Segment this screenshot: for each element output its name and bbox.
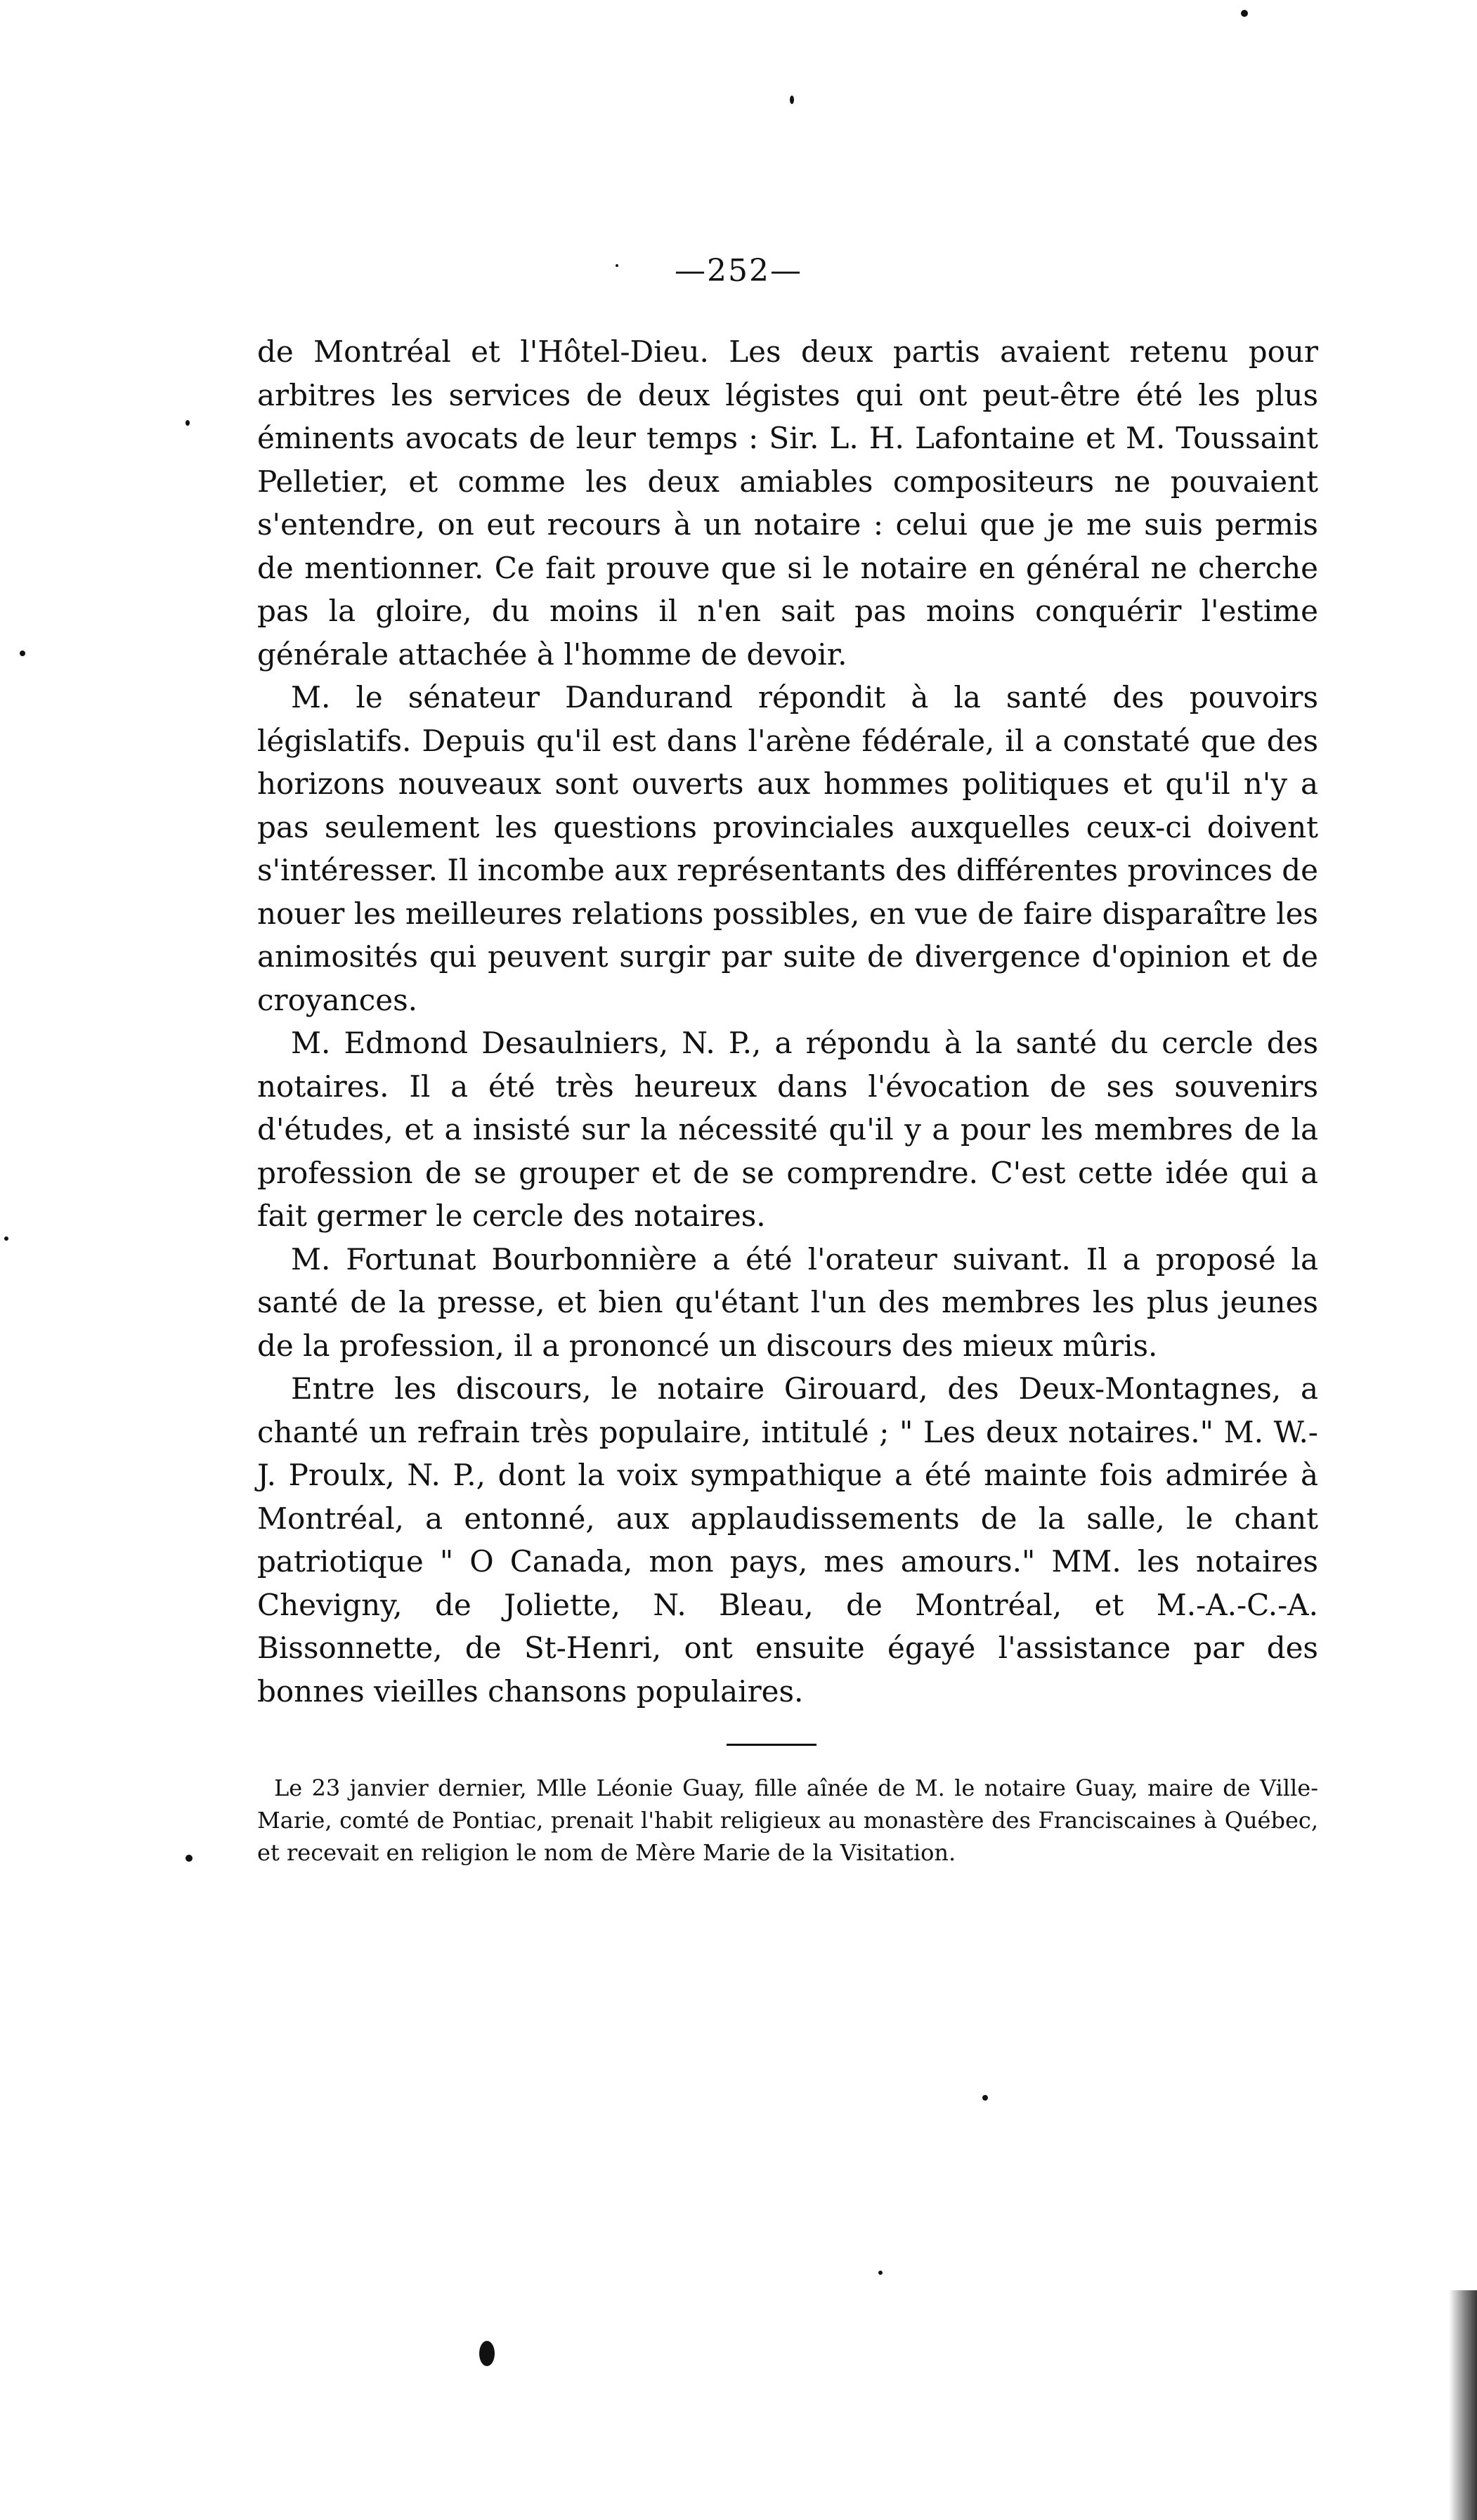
scan-speck xyxy=(186,1855,193,1862)
paragraph-desaulniers: M. Edmond Desaulniers, N. P., a répondu à la santé du cercle des notaires. Il a été très heureux dans l'évocation de ses souvenirs d'études, et a insisté sur la nécessité qu'il y a pour les membres de la profession de se grouper et de se comprendre. C'est cette idée qui a fait germer le cercle des notaires. xyxy=(257,1026,1318,1233)
scan-speck xyxy=(1241,10,1248,17)
section-divider xyxy=(727,1744,816,1746)
scan-speck xyxy=(982,2095,988,2101)
scan-edge-shadow xyxy=(1449,2290,1477,2520)
scan-speck xyxy=(20,651,25,656)
paragraph-dandurand: M. le sénateur Dandurand répondit à la santé des pouvoirs législatifs. Depuis qu'il est dans l'arène fédérale, il a constaté que des horizons nouveaux sont ouverts aux hommes politiques et qu'il n'y a pas seulement les questions provinciales auxquelles ceux-ci doivent s'intéresser. Il incombe aux représentants des différentes provinces de nouer les meilleures relations possibles, en vue de faire disparaître les animosités qui peuvent surgir par suite de divergence d'opinion et de croyances. xyxy=(257,680,1318,1017)
scan-speck xyxy=(479,2341,495,2366)
paragraph-continuation: de Montréal et l'Hôtel-Dieu. Les deux partis avaient retenu pour arbitres les services de deux légistes qui ont peut-être été les plus éminents avocats de leur temps : Sir. L. H. Lafontaine et M. Toussaint Pelletier, et comme les deux amiables compositeurs ne pouvaient s'entendre, on eut recours à un notaire : celui que je me suis permis de mentionner. Ce fait prouve que si le notaire en général ne cherche pas la gloire, du moins il n'en sait pas moins conquérir l'estime générale attachée à l'homme de devoir. xyxy=(257,334,1318,672)
scan-speck xyxy=(790,96,794,104)
scan-speck xyxy=(186,420,190,426)
footnote: Le 23 janvier dernier, Mlle Léonie Guay, fille aînée de M. le notaire Guay, maire de Ville-Marie, comté de Pontiac, prenait l'habit religieux au monastère des Franciscaines à Québec, et recevait en religion le nom de Mère Marie de la Visitation. xyxy=(257,1775,1318,1866)
main-text xyxy=(257,330,1318,1713)
scan-speck xyxy=(4,1236,8,1241)
paragraph-songs: Entre les discours, le notaire Girouard, des Deux-Montagnes, a chanté un refrain très populaire, intitulé ; " Les deux notaires." M. W.-J. Proulx, N. P., dont la voix sympathique a été mainte fois admirée à Montréal, a entonné, aux applaudissements de la salle, le chant patriotique " O Canada, mon pays, mes amours." MM. les notaires Chevigny, de Joliette, N. Bleau, de Montréal, et M.-A.-C.-A. Bissonnette, de St-Henri, ont ensuite égayé l'assistance par des bonnes vieilles chansons populaires. xyxy=(257,1371,1318,1709)
scan-speck xyxy=(616,264,618,267)
page-number: —252— xyxy=(675,253,802,289)
scan-speck xyxy=(878,2271,883,2275)
paragraph-bourbonniere: M. Fortunat Bourbonnière a été l'orateur suivant. Il a proposé la santé de la presse, et bien qu'étant l'un des membres les plus jeunes de la profession, il a prononcé un discours des mieux mûris. xyxy=(257,1241,1318,1363)
